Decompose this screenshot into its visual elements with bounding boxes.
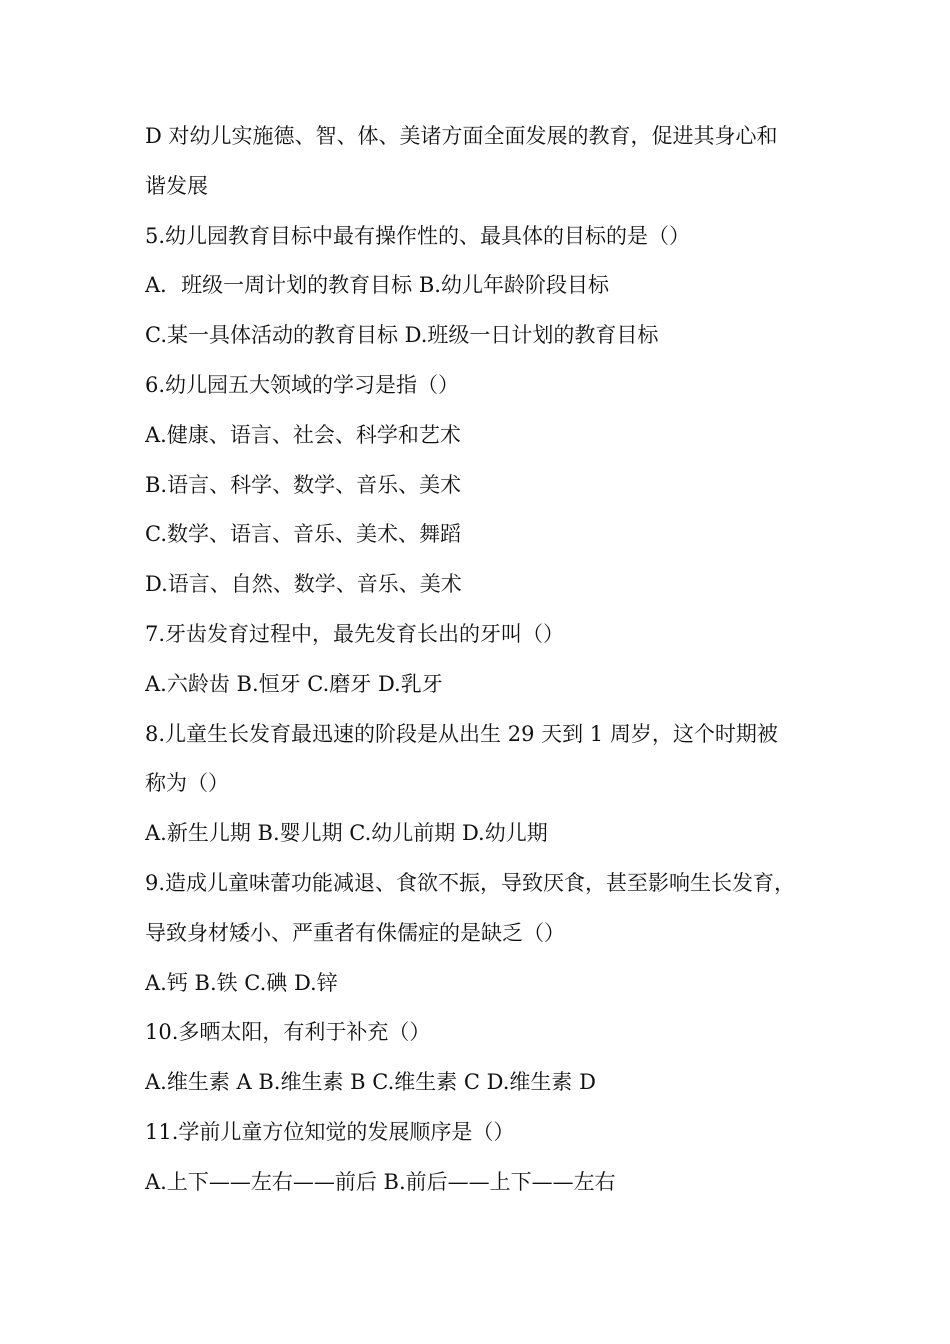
question-6-option-c: C.数学、语言、音乐、美术、舞蹈 <box>145 522 461 547</box>
question-10-options: A.维生素 A B.维生素 B C.维生素 C D.维生素 D <box>145 1070 596 1095</box>
question-9: 9.造成儿童味蕾功能减退、食欲不振，导致厌食，甚至影响生长发育， <box>145 870 796 895</box>
question-8: 8.儿童生长发育最迅速的阶段是从出生 29 天到 1 周岁，这个时期被 <box>145 721 778 746</box>
question-6-option-a: A.健康、语言、社会、科学和艺术 <box>145 422 461 447</box>
question-6-option-d: D.语言、自然、数学、音乐、美术 <box>145 572 462 597</box>
question-10: 10.多晒太阳，有利于补充（） <box>145 1020 431 1045</box>
question-9-options: A.钙 B.铁 C.碘 D.锌 <box>145 970 338 995</box>
question-8-options: A.新生儿期 B.婴儿期 C.幼儿前期 D.幼儿期 <box>145 821 548 846</box>
text-line: 谐发展 <box>145 173 208 198</box>
document-body <box>145 117 815 1213</box>
text-line: D 对幼儿实施德、智、体、美诸方面全面发展的教育，促进其身心和 <box>145 124 778 148</box>
question-11: 11.学前儿童方位知觉的发展顺序是（） <box>145 1119 515 1144</box>
question-9-continued: 导致身材矮小、严重者有侏儒症的是缺乏（） <box>145 920 565 945</box>
question-5-options-cd: C.某一具体活动的教育目标 D.班级一日计划的教育目标 <box>145 323 659 348</box>
question-8-continued: 称为（） <box>145 771 229 796</box>
question-7: 7.牙齿发育过程中，最先发育长出的牙叫（） <box>145 621 565 646</box>
question-6: 6.幼儿园五大领域的学习是指（） <box>145 372 460 397</box>
question-7-options: A.六龄齿 B.恒牙 C.磨牙 D.乳牙 <box>145 671 443 696</box>
question-5-options-ab: A．班级一周计划的教育目标 B.幼儿年龄阶段目标 <box>145 273 609 298</box>
question-5: 5.幼儿园教育目标中最有操作性的、最具体的目标的是（） <box>145 223 691 248</box>
question-6-option-b: B.语言、科学、数学、音乐、美术 <box>145 472 462 497</box>
question-11-options-ab: A.上下——左右——前后 B.前后——上下——左右 <box>145 1169 616 1194</box>
